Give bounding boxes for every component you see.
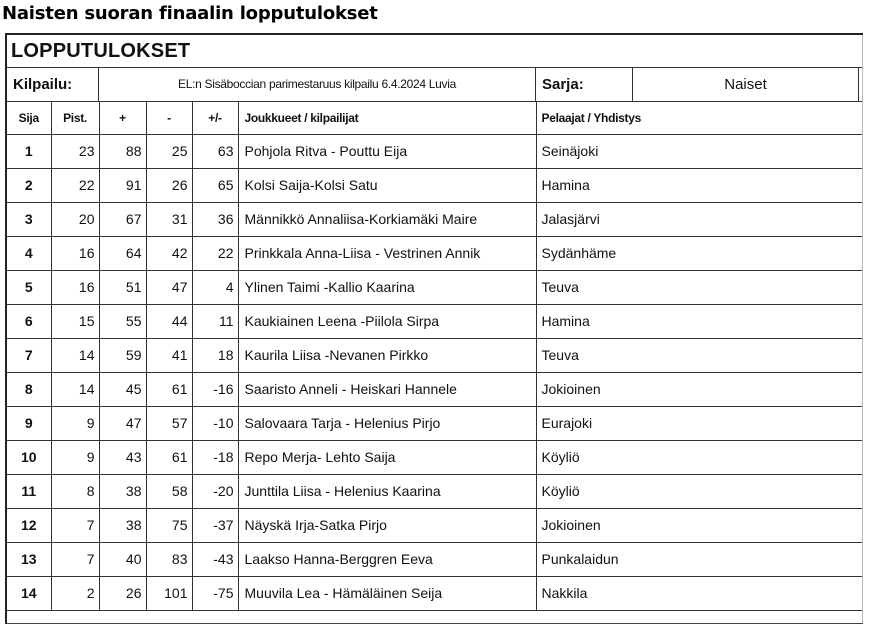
header-pist: Pist. bbox=[51, 102, 99, 134]
cell-minus: 44 bbox=[146, 304, 192, 338]
page-title: Naisten suoran finaalin lopputulokset bbox=[2, 3, 378, 24]
table-row bbox=[7, 406, 863, 440]
cell-sija: 8 bbox=[7, 372, 51, 406]
cell-team: Näyskä Irja-Satka Pirjo bbox=[238, 508, 536, 542]
cell-pist: 9 bbox=[51, 406, 99, 440]
header-club: Pelaajat / Yhdistys bbox=[536, 102, 863, 134]
series-label: Sarja: bbox=[536, 68, 633, 101]
competition-label: Kilpailu: bbox=[7, 68, 99, 101]
table-row bbox=[7, 576, 863, 610]
cell-team: Männikkö Annaliisa-Korkiamäki Maire bbox=[238, 202, 536, 236]
cell-plus: 47 bbox=[99, 406, 146, 440]
cell-minus: 42 bbox=[146, 236, 192, 270]
cell-sija: 5 bbox=[7, 270, 51, 304]
cell-team: Saaristo Anneli - Heiskari Hannele bbox=[238, 372, 536, 406]
cell-sija: 13 bbox=[7, 542, 51, 576]
cell-sija: 9 bbox=[7, 406, 51, 440]
cell-pist: 16 bbox=[51, 270, 99, 304]
cell-team: Salovaara Tarja - Helenius Pirjo bbox=[238, 406, 536, 440]
cell-club: Seinäjoki bbox=[536, 134, 863, 168]
cell-club: Teuva bbox=[536, 270, 863, 304]
cell-diff: -75 bbox=[192, 576, 238, 610]
cell-club: Nakkila bbox=[536, 576, 863, 610]
cell-minus: 83 bbox=[146, 542, 192, 576]
cell-team: Prinkkala Anna-Liisa - Vestrinen Annik bbox=[238, 236, 536, 270]
cell-pist: 20 bbox=[51, 202, 99, 236]
cell-sija: 11 bbox=[7, 474, 51, 508]
table-row bbox=[7, 440, 863, 474]
cell-minus: 26 bbox=[146, 168, 192, 202]
series-value: Naiset bbox=[633, 68, 859, 101]
cell-diff: -10 bbox=[192, 406, 238, 440]
cell-sija: 10 bbox=[7, 440, 51, 474]
cell-club: Köyliö bbox=[536, 440, 863, 474]
cell-diff: -43 bbox=[192, 542, 238, 576]
cell-minus: 25 bbox=[146, 134, 192, 168]
cell-minus: 31 bbox=[146, 202, 192, 236]
table-row bbox=[7, 474, 863, 508]
cell-plus: 40 bbox=[99, 542, 146, 576]
cell-pist: 8 bbox=[51, 474, 99, 508]
table-row bbox=[7, 508, 863, 542]
table-row bbox=[7, 270, 863, 304]
cell-diff: 63 bbox=[192, 134, 238, 168]
cell-sija: 7 bbox=[7, 338, 51, 372]
cell-team: Kolsi Saija-Kolsi Satu bbox=[238, 168, 536, 202]
cell-club: Hamina bbox=[536, 168, 863, 202]
cell-team: Repo Merja- Lehto Saija bbox=[238, 440, 536, 474]
cell-minus: 41 bbox=[146, 338, 192, 372]
cell-pist: 16 bbox=[51, 236, 99, 270]
cell-diff: -20 bbox=[192, 474, 238, 508]
table-row bbox=[7, 372, 863, 406]
results-table bbox=[7, 102, 863, 611]
table-header-row bbox=[7, 102, 863, 134]
cell-plus: 45 bbox=[99, 372, 146, 406]
cell-diff: 22 bbox=[192, 236, 238, 270]
cell-club: Jokioinen bbox=[536, 372, 863, 406]
results-sheet bbox=[5, 33, 863, 624]
table-row bbox=[7, 338, 863, 372]
cell-minus: 75 bbox=[146, 508, 192, 542]
cell-club: Hamina bbox=[536, 304, 863, 338]
cell-club: Köyliö bbox=[536, 474, 863, 508]
cell-diff: 4 bbox=[192, 270, 238, 304]
cell-pist: 9 bbox=[51, 440, 99, 474]
cell-plus: 59 bbox=[99, 338, 146, 372]
cell-club: Punkalaidun bbox=[536, 542, 863, 576]
cell-plus: 26 bbox=[99, 576, 146, 610]
header-minus: - bbox=[146, 102, 192, 134]
cell-diff: -37 bbox=[192, 508, 238, 542]
cell-club: Jalasjärvi bbox=[536, 202, 863, 236]
table-row bbox=[7, 168, 863, 202]
cell-plus: 64 bbox=[99, 236, 146, 270]
cell-diff: -18 bbox=[192, 440, 238, 474]
cell-sija: 2 bbox=[7, 168, 51, 202]
cell-club: Jokioinen bbox=[536, 508, 863, 542]
cell-diff: 36 bbox=[192, 202, 238, 236]
header-diff: +/- bbox=[192, 102, 238, 134]
results-banner: LOPPUTULOKSET bbox=[7, 35, 863, 68]
cell-team: Laakso Hanna-Berggren Eeva bbox=[238, 542, 536, 576]
cell-club: Teuva bbox=[536, 338, 863, 372]
cell-plus: 38 bbox=[99, 474, 146, 508]
cell-pist: 14 bbox=[51, 372, 99, 406]
cell-minus: 47 bbox=[146, 270, 192, 304]
table-row bbox=[7, 236, 863, 270]
cell-team: Kaukiainen Leena -Piilola Sirpa bbox=[238, 304, 536, 338]
cell-team: Ylinen Taimi -Kallio Kaarina bbox=[238, 270, 536, 304]
header-sija: Sija bbox=[7, 102, 51, 134]
cell-sija: 1 bbox=[7, 134, 51, 168]
cell-pist: 23 bbox=[51, 134, 99, 168]
table-row bbox=[7, 202, 863, 236]
cell-plus: 55 bbox=[99, 304, 146, 338]
competition-info-row bbox=[7, 68, 863, 102]
cell-team: Kaurila Liisa -Nevanen Pirkko bbox=[238, 338, 536, 372]
cell-plus: 38 bbox=[99, 508, 146, 542]
cell-sija: 4 bbox=[7, 236, 51, 270]
cell-plus: 51 bbox=[99, 270, 146, 304]
cell-club: Sydänhäme bbox=[536, 236, 863, 270]
cell-plus: 43 bbox=[99, 440, 146, 474]
cell-minus: 57 bbox=[146, 406, 192, 440]
cell-minus: 61 bbox=[146, 372, 192, 406]
cell-diff: 65 bbox=[192, 168, 238, 202]
cell-minus: 101 bbox=[146, 576, 192, 610]
competition-value: EL:n Sisäboccian parimestaruus kilpailu 6.4.2024 Luvia bbox=[99, 68, 536, 101]
cell-team: Pohjola Ritva - Pouttu Eija bbox=[238, 134, 536, 168]
cell-team: Junttila Liisa - Helenius Kaarina bbox=[238, 474, 536, 508]
table-row bbox=[7, 542, 863, 576]
table-row bbox=[7, 304, 863, 338]
cell-diff: 18 bbox=[192, 338, 238, 372]
cell-plus: 91 bbox=[99, 168, 146, 202]
cell-pist: 2 bbox=[51, 576, 99, 610]
cell-minus: 61 bbox=[146, 440, 192, 474]
cell-pist: 7 bbox=[51, 508, 99, 542]
cell-diff: -16 bbox=[192, 372, 238, 406]
cell-plus: 88 bbox=[99, 134, 146, 168]
table-row bbox=[7, 134, 863, 168]
cell-club: Eurajoki bbox=[536, 406, 863, 440]
cell-sija: 3 bbox=[7, 202, 51, 236]
cell-pist: 15 bbox=[51, 304, 99, 338]
cell-plus: 67 bbox=[99, 202, 146, 236]
cell-sija: 6 bbox=[7, 304, 51, 338]
header-team: Joukkueet / kilpailijat bbox=[238, 102, 536, 134]
cell-pist: 22 bbox=[51, 168, 99, 202]
header-plus: + bbox=[99, 102, 146, 134]
cell-pist: 14 bbox=[51, 338, 99, 372]
cell-pist: 7 bbox=[51, 542, 99, 576]
cell-sija: 12 bbox=[7, 508, 51, 542]
cell-minus: 58 bbox=[146, 474, 192, 508]
cell-sija: 14 bbox=[7, 576, 51, 610]
cell-team: Muuvila Lea - Hämäläinen Seija bbox=[238, 576, 536, 610]
cell-diff: 11 bbox=[192, 304, 238, 338]
